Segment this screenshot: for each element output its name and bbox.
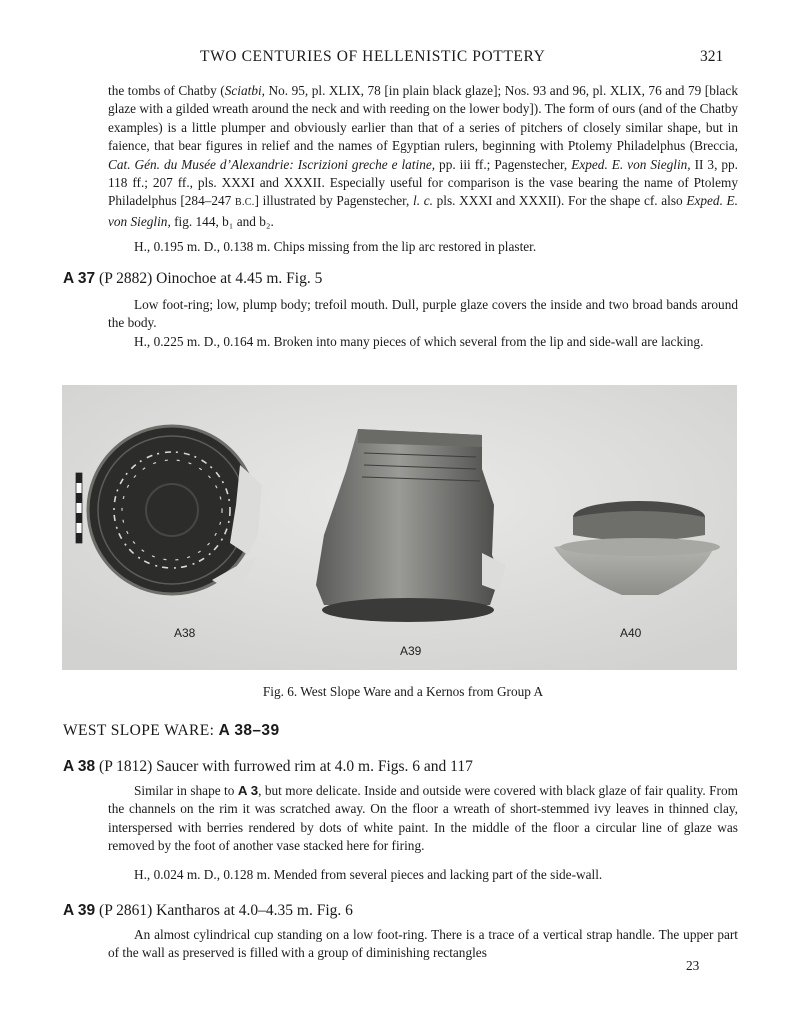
- text-run: pls. XXXI and XXXII). For the shape cf. also: [432, 193, 687, 209]
- entry-heading-text: (P 1812) Saucer with furrowed rim at 4.0 m. Figs. 6 and 117: [99, 758, 473, 775]
- section-codes: A 38–39: [218, 722, 280, 739]
- section-title: WEST SLOPE WARE:: [63, 722, 219, 739]
- entry-heading-a37: [63, 270, 322, 288]
- text-run: the tombs of Chatby (: [108, 83, 225, 98]
- intro-measurements: H., 0.195 m. D., 0.138 m. Chips missing from the lip arc restored in plaster.: [134, 239, 537, 254]
- text-run: Exped. E. von Sieglin,: [571, 156, 691, 172]
- text-run: Exped. E. von Sieglin,: [108, 193, 738, 229]
- figure-label-a39: A39: [400, 644, 422, 658]
- text-run: Sciatbi: [224, 83, 262, 98]
- entry-code: A 37: [63, 270, 96, 287]
- figure-photograph: [62, 385, 737, 670]
- text-run: Cat. Gén. du Musée d’Alexandrie: Iscrizioni greche e latine,: [108, 156, 436, 172]
- entry-heading-a39: [63, 902, 353, 920]
- entry-measurements-a37: H., 0.225 m. D., 0.164 m. Broken into many pieces of which several from the lip and side-wall are lacking.: [134, 334, 704, 349]
- running-header-title: TWO CENTURIES OF HELLENISTIC POTTERY: [200, 48, 546, 65]
- text-run: ] illustrated by Pagenstecher,: [254, 193, 414, 209]
- text-run: fig. 144, b₁ and b₂.: [170, 213, 274, 229]
- figure-label-a38: A38: [174, 626, 196, 640]
- text-run: , but more delicate. Inside and outside were covered with black glaze of fair quality. From the channels on the rim it was scratched away. On the floor a wreath of short-stemmed ivy leaves in thinned clay, interspersed with berries rendered by dots of white paint. In the middle of the floor a circular line of glaze was removed by the foot of another vase stacked here for firing.: [108, 783, 738, 854]
- text-run: B.C.: [235, 197, 255, 209]
- text-run: A 3: [237, 783, 259, 798]
- entry-code: A 39: [63, 902, 96, 919]
- figure-label-a40: A40: [620, 626, 642, 640]
- text-run: Similar in shape to: [134, 783, 238, 798]
- signature-mark: 23: [686, 958, 700, 973]
- entry-description-a38: [108, 782, 738, 856]
- entry-measurements-a38: H., 0.024 m. D., 0.128 m. Mended from several pieces and lacking part of the side-wall.: [134, 867, 603, 882]
- text-run: l. c.: [413, 193, 433, 209]
- entry-code: A 38: [63, 758, 96, 775]
- entry-description-a37: Low foot-ring; low, plump body; trefoil mouth. Dull, purple glaze covers the inside and two broad bands around the body.: [108, 297, 738, 331]
- scale-bar: [76, 473, 82, 543]
- page-number: 321: [700, 48, 724, 65]
- text-run: pp. iii ff.; Pagenstecher,: [435, 156, 572, 172]
- text-run: II 3, pp. 118 ff.; 207 ff., pls. XXXI and XXXII. Especially useful for comparison is the vase bearing the name of Ptolemy Philadelphus [284–247: [108, 156, 738, 209]
- entry-heading-text: (P 2882) Oinochoe at 4.45 m. Fig. 5: [99, 270, 323, 287]
- entry-description-a39: An almost cylindrical cup standing on a low foot-ring. There is a trace of a vertical strap handle. The upper part of the wall as preserved is filled with a group of diminishing rectangles: [108, 927, 738, 961]
- text-run: , No. 95, pl. XLIX, 78 [in plain black glaze]; Nos. 93 and 96, pl. XLIX, 76 and 79 [black glaze with a gilded wreath around the neck and with reeding on the lower body]). The form of ours (and of the Chatby examples) is a little plumper and obviously earlier than that of a series of pitchers of closely similar shape, but in faience, that bear figures in relief and the names of Egyptian rulers, beginning with Ptolemy Philadelphus (Breccia,: [108, 83, 738, 154]
- entry-heading-text: (P 2861) Kantharos at 4.0–4.35 m. Fig. 6: [99, 902, 353, 919]
- entry-heading-a38: [63, 758, 473, 776]
- intro-paragraph: [108, 82, 738, 231]
- section-heading: [63, 722, 279, 740]
- figure-caption: Fig. 6. West Slope Ware and a Kernos from Group A: [262, 684, 544, 699]
